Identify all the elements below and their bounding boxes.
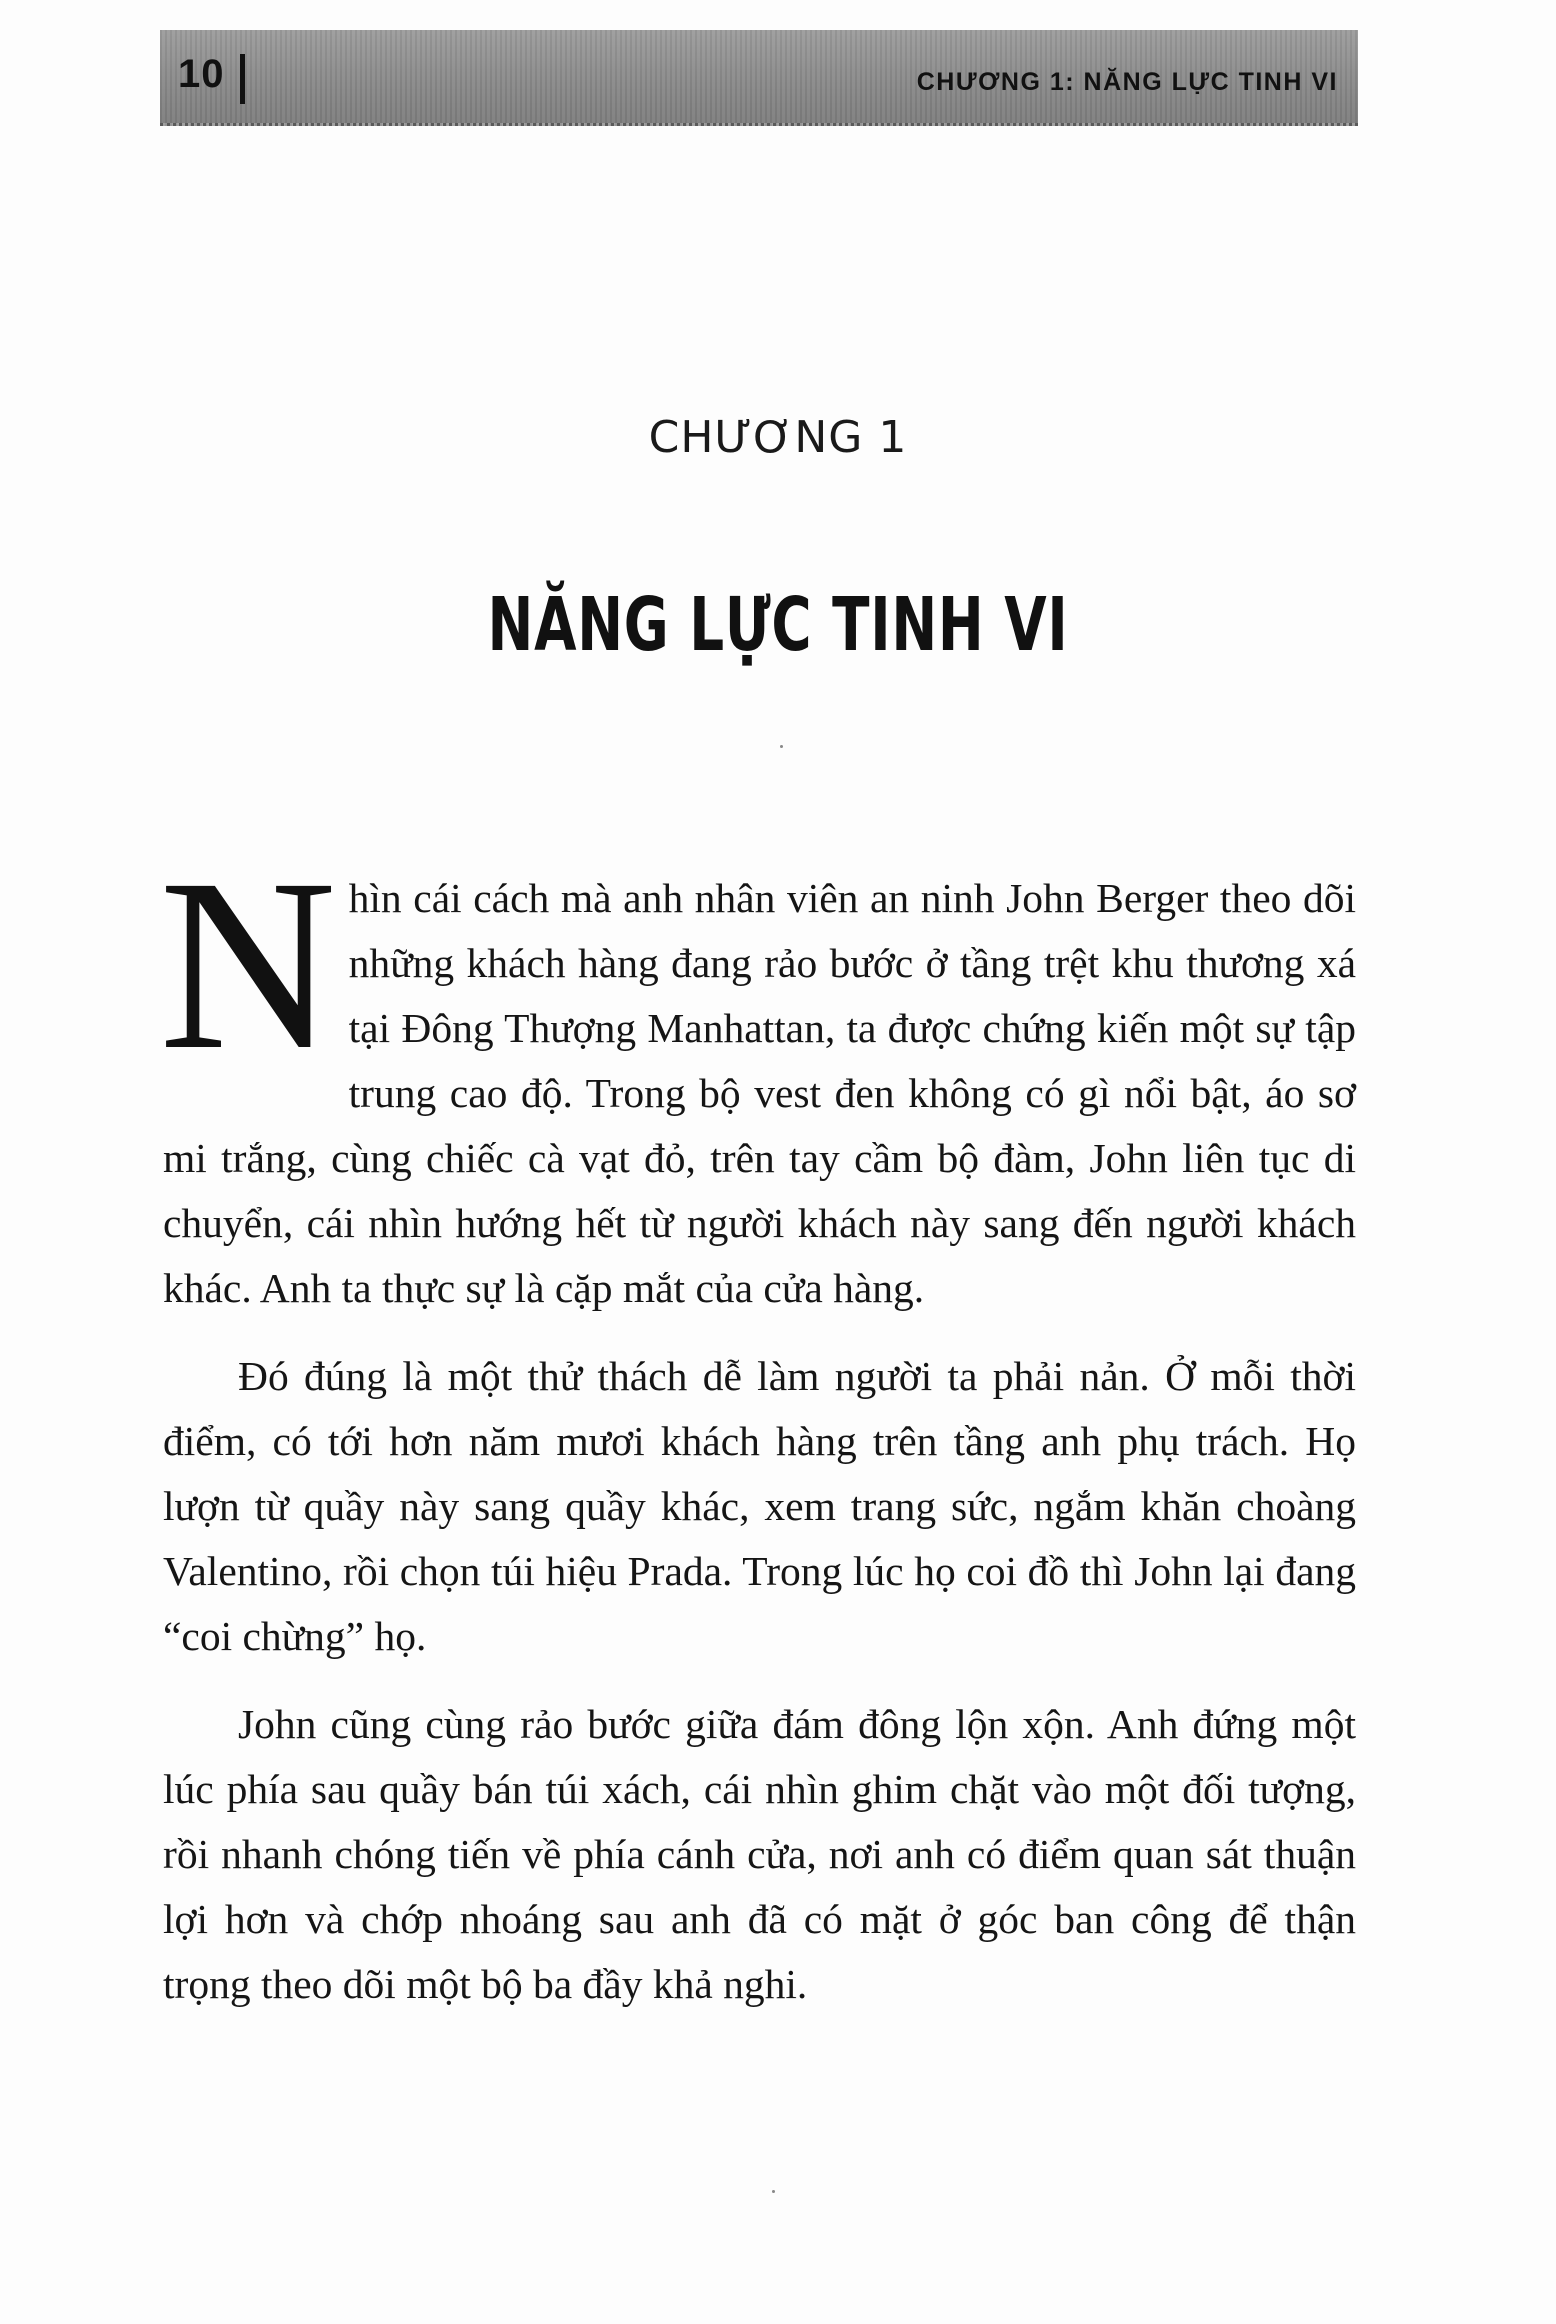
drop-cap: N	[159, 829, 337, 1101]
paragraph-1-text: hìn cái cách mà anh nhân viên an ninh John Berger theo dõi những khách hàng đang rảo bước ở tầng trệt khu thương xá tại Đông Thượng Manhattan, ta được chứng kiến một sự tập trung cao độ. Trong bộ vest đen không có gì nổi bật, áo sơ mi trắng, cùng chiếc cà vạt đỏ, trên tay cầm bộ đàm, John liên tục di chuyển, cái nhìn hướng hết từ người khách này sang đến người khách khác. Anh ta thực sự là cặp mắt của cửa hàng.	[163, 875, 1356, 1311]
paragraph-1	[159, 829, 1356, 1321]
running-chapter-title: CHƯƠNG 1: NĂNG LỰC TINH VI	[916, 68, 1338, 96]
chapter-label: CHƯƠNG 1	[648, 412, 908, 463]
header-divider	[240, 54, 245, 104]
page-number: 10	[178, 52, 225, 96]
body-text	[159, 829, 1356, 2040]
print-speck	[772, 2190, 775, 2193]
running-header	[160, 30, 1358, 126]
chapter-title: NĂNG LỰC TINH VI	[487, 582, 1069, 668]
paragraph-2: Đó đúng là một thử thách dễ làm người ta phải nản. Ở mỗi thời điểm, có tới hơn năm mươi khách hàng trên tầng anh phụ trách. Họ lượn từ quầy này sang quầy khác, xem trang sức, ngắm khăn choàng Valentino, rồi chọn túi hiệu Prada. Trong lúc họ coi đồ thì John lại đang “coi chừng” họ.	[163, 1353, 1356, 1659]
print-speck	[780, 745, 783, 748]
paragraph-3: John cũng cùng rảo bước giữa đám đông lộn xộn. Anh đứng một lúc phía sau quầy bán túi xách, cái nhìn ghim chặt vào một đối tượng, rồi nhanh chóng tiến về phía cánh cửa, nơi anh có điểm quan sát thuận lợi hơn và chớp nhoáng sau anh đã có mặt ở góc ban công để thận trọng theo dõi một bộ ba đầy khả nghi.	[163, 1701, 1356, 2007]
